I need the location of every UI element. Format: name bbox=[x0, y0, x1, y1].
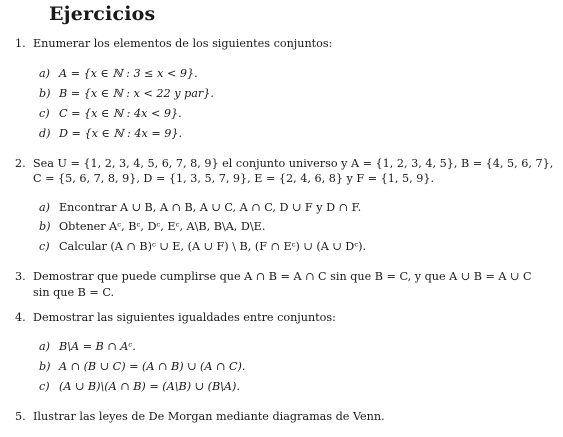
exercise-3-number: 3. bbox=[15, 270, 26, 283]
exercise-2-item-c: Calcular (A ∩ B)ᶜ ∪ E, (A ∪ F) \ B, (F ∩ Eᶜ) ∪ (A ∪ Dᶜ). bbox=[59, 240, 367, 253]
exercise-4-item-c: (A ∪ B)\(A ∩ B) = (A\B) ∪ (B\A). bbox=[59, 380, 240, 393]
exercise-2-item-c-label: c) bbox=[39, 240, 50, 253]
exercise-1-item-d-label: d) bbox=[39, 127, 51, 140]
exercise-1-item-b: B = {x ∈ ℕ : x < 22 y par}. bbox=[59, 87, 214, 100]
exercise-2-number: 2. bbox=[15, 157, 26, 170]
exercise-5-number: 5. bbox=[15, 410, 26, 423]
exercise-4-item-b-label: b) bbox=[39, 360, 51, 373]
exercise-2-item-b-label: b) bbox=[39, 220, 51, 233]
exercise-2-statement-line-2: C = {5, 6, 7, 8, 9}, D = {1, 3, 5, 7, 9}, E = {2, 4, 6, 8} y F = {1, 5, 9}. bbox=[33, 172, 435, 185]
exercise-5-statement: Ilustrar las leyes de De Morgan mediante diagramas de Venn. bbox=[33, 410, 385, 423]
exercise-4-item-c-label: c) bbox=[39, 380, 50, 393]
exercise-4-item-a-label: a) bbox=[39, 340, 51, 353]
exercise-1-item-c-label: c) bbox=[39, 107, 50, 120]
exercise-1-number: 1. bbox=[15, 37, 26, 50]
exercise-1-statement: Enumerar los elementos de los siguientes conjuntos: bbox=[33, 37, 333, 50]
exercise-1-item-a-label: a) bbox=[39, 67, 51, 80]
exercise-4-number: 4. bbox=[15, 311, 26, 324]
exercise-1-item-b-label: b) bbox=[39, 87, 51, 100]
exercise-1-item-a: A = {x ∈ ℕ : 3 ≤ x < 9}. bbox=[59, 67, 198, 80]
exercise-4-statement: Demostrar las siguientes igualdades entre conjuntos: bbox=[33, 311, 336, 324]
exercise-2-item-a-label: a) bbox=[39, 201, 51, 214]
exercise-3-statement-line-1: Demostrar que puede cumplirse que A ∩ B = A ∩ C sin que B = C, y que A ∪ B = A ∪ C bbox=[33, 270, 532, 283]
exercise-1-item-c: C = {x ∈ ℕ : 4x < 9}. bbox=[59, 107, 182, 120]
exercise-2-statement-line-1: Sea U = {1, 2, 3, 4, 5, 6, 7, 8, 9} el conjunto universo y A = {1, 2, 3, 4, 5}, B = {4, 5, 6, 7}, bbox=[33, 157, 554, 170]
exercise-2-item-b: Obtener Aᶜ, Bᶜ, Dᶜ, Eᶜ, A\B, B\A, D\E. bbox=[59, 220, 266, 233]
exercise-4-item-b: A ∩ (B ∪ C) = (A ∩ B) ∪ (A ∩ C). bbox=[59, 360, 246, 373]
page-title: Ejercicios bbox=[49, 3, 156, 25]
exercise-1-item-d: D = {x ∈ ℕ : 4x = 9}. bbox=[59, 127, 183, 140]
exercise-4-item-a: B\A = B ∩ Aᶜ. bbox=[59, 340, 136, 353]
exercise-3-statement-line-2: sin que B = C. bbox=[33, 286, 115, 299]
exercise-2-item-a: Encontrar A ∪ B, A ∩ B, A ∪ C, A ∩ C, D ∪ F y D ∩ F. bbox=[59, 201, 362, 214]
